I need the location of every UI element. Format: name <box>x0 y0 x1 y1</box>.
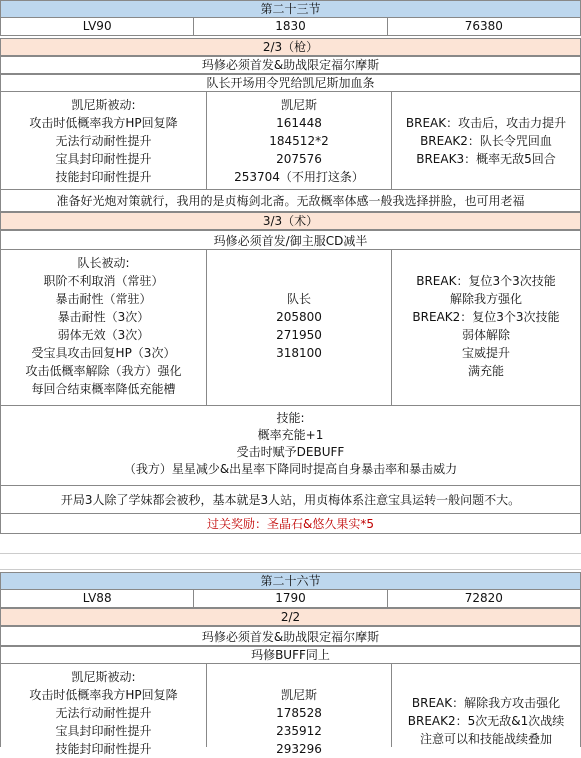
hp-bar: 235912 <box>276 724 322 738</box>
passive-item: 技能封印耐性提升 <box>55 170 152 184</box>
wave-title <box>0 212 581 230</box>
passive-item: 宝具封印耐性提升 <box>55 724 152 738</box>
passive-list <box>1 664 206 756</box>
hp-list <box>206 250 391 405</box>
hp-list <box>206 664 391 756</box>
passive-item: 职阶不利取消（常驻） <box>43 274 164 288</box>
hp-bar: 271950 <box>276 328 322 342</box>
requirement-line: 玛修必须首发&助战限定福尔摩斯 <box>0 56 581 74</box>
break-list <box>391 664 580 747</box>
level: LV90 <box>82 19 112 33</box>
hp-bar: 207576 <box>276 152 322 166</box>
passive-item: 攻击时低概率我方HP回复降 <box>29 688 178 702</box>
passive-item: 无法行动耐性提升 <box>55 706 152 720</box>
level: LV88 <box>82 591 112 605</box>
section-23-stats <box>0 18 581 36</box>
passive-list <box>1 92 206 189</box>
break-list <box>391 250 580 405</box>
passive-title: 凯尼斯被动: <box>71 98 136 112</box>
skill-item: 概率充能+1 <box>257 428 324 442</box>
hp-bar: 318100 <box>276 346 322 360</box>
skill-block <box>0 406 581 486</box>
break-item: 弱体解除 <box>461 328 510 342</box>
skill-item: 受击时赋予DEBUFF <box>236 445 345 459</box>
wave-label: 2/3（枪） <box>262 40 319 54</box>
exp: 76380 <box>387 18 580 35</box>
hp-bar: 184512*2 <box>269 134 329 148</box>
section-title: 第二十六节 <box>260 574 321 588</box>
reward-line: 过关奖励：圣晶石&悠久果实*5 <box>0 514 581 534</box>
wave-note: 准备好光炮对策就行，我用的是贞梅剑北斋。无敌概率体感一般我选择拼脸，也可用老福 <box>0 190 581 212</box>
break-item: BREAK：复位3个3次技能 <box>416 274 556 288</box>
ap-cost: 1790 <box>193 590 386 607</box>
break-item: 注意可以和技能战续叠加 <box>419 732 552 746</box>
passive-item: 暴击耐性（3次） <box>57 310 150 324</box>
wave-label: 2/2 <box>280 610 301 624</box>
strategy-line: 队长开场用令咒给凯尼斯加血条 <box>0 74 581 92</box>
break-item: 宝威提升 <box>461 346 510 360</box>
hp-bar: 178528 <box>276 706 322 720</box>
requirement-line: 玛修必须首发&助战限定福尔摩斯 <box>0 626 581 646</box>
section-26-stats <box>0 590 581 608</box>
passive-list <box>1 250 206 405</box>
boss-info-block <box>0 664 581 756</box>
break-item: BREAK：攻击后，攻击力提升 <box>405 116 567 130</box>
break-item: 满充能 <box>467 364 504 378</box>
section-26-header <box>0 572 581 590</box>
boss-name: 队长 <box>286 292 311 306</box>
hp-bar: 161448 <box>276 116 322 130</box>
boss-info-block <box>0 92 581 190</box>
passive-item: 弱体无效（3次） <box>57 328 150 342</box>
strategy-line: 玛修BUFF同上 <box>0 646 581 664</box>
boss-name: 凯尼斯 <box>280 688 317 702</box>
passive-item: 每回合结束概率降低充能槽 <box>31 382 176 396</box>
hp-list <box>206 92 391 189</box>
break-item: 解除我方强化 <box>449 292 522 306</box>
break-list <box>391 92 580 189</box>
ap-cost: 1830 <box>193 18 386 35</box>
wave-label: 3/3（术） <box>262 214 319 228</box>
hp-bar: 293296 <box>276 742 322 756</box>
passive-item: 受宝具攻击回复HP（3次） <box>31 346 176 360</box>
boss-info-block <box>0 250 581 406</box>
break-item: BREAK2：复位3个3次技能 <box>412 310 560 324</box>
spacer-row <box>0 534 581 554</box>
break-item: BREAK：解除我方攻击强化 <box>411 696 561 710</box>
boss-name: 凯尼斯 <box>280 98 317 112</box>
passive-item: 暴击耐性（常驻） <box>55 292 152 306</box>
wave-title <box>0 38 581 56</box>
passive-title: 队长被动: <box>77 256 130 270</box>
break-item: BREAK3：概率无敌5回合 <box>416 152 556 166</box>
break-item: BREAK2：5次无敌&1次战续 <box>407 714 565 728</box>
wave-note: 开局3人除了学妹都会被秒，基本就是3人站，用贞梅体系注意宝具运转一般问题不大。 <box>0 486 581 514</box>
skill-item: （我方）星星减少&出星率下降同时提高自身暴击率和暴击威力 <box>123 462 458 476</box>
requirement-line: 玛修必须首发/御主服CD减半 <box>0 230 581 250</box>
break-item: BREAK2：队长令咒回血 <box>420 134 552 148</box>
hp-bar: 253704（不用打这条） <box>234 170 364 184</box>
section-23-header <box>0 0 581 18</box>
wave-title <box>0 608 581 626</box>
passive-item: 技能封印耐性提升 <box>55 742 152 756</box>
passive-item: 宝具封印耐性提升 <box>55 152 152 166</box>
exp: 72820 <box>387 590 580 607</box>
spacer-row <box>0 554 581 570</box>
passive-item: 无法行动耐性提升 <box>55 134 152 148</box>
passive-item: 攻击时低概率我方HP回复降 <box>29 116 178 130</box>
skill-title: 技能: <box>276 411 305 425</box>
hp-bar: 205800 <box>276 310 322 324</box>
passive-item: 攻击低概率解除（我方）强化 <box>25 364 182 378</box>
section-title: 第二十三节 <box>260 2 321 16</box>
passive-title: 凯尼斯被动: <box>71 670 136 684</box>
